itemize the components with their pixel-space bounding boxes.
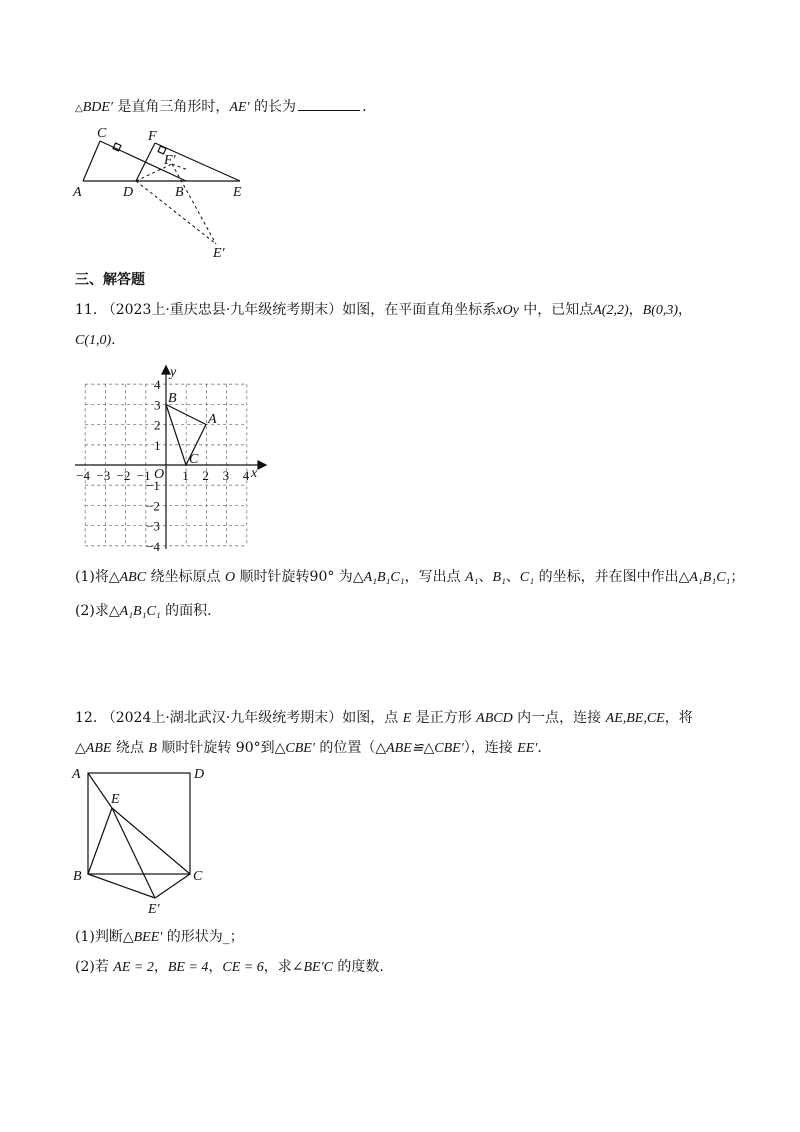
line-BE [88, 808, 112, 874]
point-A: A(2,2) [593, 303, 629, 318]
label-F-prime: F′ [164, 153, 176, 168]
text: 的位置（ [314, 740, 376, 756]
square-ABCD [88, 773, 190, 874]
text: 是直角三角形时， [112, 99, 230, 115]
text: 如图，在平面直角坐标系 [342, 302, 497, 318]
label-A: A [73, 185, 82, 200]
y-tick-label: 3 [154, 397, 161, 413]
label-E-prime: E′ [148, 902, 160, 917]
part-label: (1)判断 [75, 929, 123, 945]
variable: ABCD [476, 711, 513, 726]
x-tick-label: 3 [222, 468, 230, 483]
line-CE2 [155, 874, 190, 898]
variable: O [224, 570, 236, 585]
label-B: B [168, 391, 177, 406]
text: 中，已知点 [518, 302, 594, 318]
variable: B₁ [492, 570, 506, 585]
text: . [362, 99, 367, 115]
label-A: A [72, 767, 81, 782]
text: ， [678, 302, 693, 318]
text: . [111, 332, 116, 348]
text: 的形状为_； [162, 929, 244, 945]
x-tick-label: −1 [136, 468, 151, 483]
text: ，求 [263, 959, 292, 975]
x-tick-label: −4 [76, 468, 91, 483]
condition-be: BE = 4 [167, 960, 209, 975]
triangle-name: △ABC [108, 570, 147, 585]
line-AE [88, 773, 112, 808]
part-label: (1)将 [75, 569, 109, 585]
triangle-name: △BEE′ [122, 930, 163, 945]
text: 、 [505, 569, 520, 585]
label-B: B [175, 185, 184, 200]
label-A: A [208, 412, 217, 427]
y-tick-label: −3 [146, 518, 160, 534]
variable: AE′ [229, 100, 250, 115]
origin-label: O [154, 467, 165, 482]
text: ； [730, 569, 745, 585]
y-tick-label: −2 [146, 498, 160, 514]
text: ， [153, 959, 168, 975]
y-tick-label: −1 [146, 478, 160, 494]
section-heading: 三、解答题 [75, 272, 145, 288]
y-tick-label: 2 [154, 417, 161, 433]
text: ），连接 [463, 740, 518, 756]
variable: C₁ [519, 570, 535, 585]
label-D: D [123, 185, 134, 200]
x-tick-label: 4 [242, 468, 250, 483]
x-tick-label: 1 [182, 468, 189, 483]
text: . [537, 740, 542, 756]
condition-ae: AE = 2 [113, 960, 154, 975]
y-tick-label: 4 [154, 377, 161, 393]
label-C: C [189, 452, 199, 467]
triangle-name: △CBE′ [274, 741, 315, 756]
part-label: (2)求 [75, 603, 109, 619]
label-C: C [193, 869, 203, 884]
triangle-name: △A₁B₁C₁ [352, 570, 405, 585]
x-tick-label: −3 [96, 468, 111, 483]
variable: A₁ [465, 570, 479, 585]
text: ，写出点 [404, 569, 466, 585]
q12-part2 [75, 957, 384, 978]
text: 内一点，连接 [512, 710, 606, 726]
triangle-symbol: △ [75, 103, 83, 114]
text: ， [208, 959, 223, 975]
angle: ∠BE′C [291, 960, 333, 975]
text: 、 [478, 569, 493, 585]
text: ， [628, 302, 643, 318]
y-tick-label: −4 [146, 538, 160, 554]
label-E: E [111, 792, 120, 807]
x-axis-label: x [251, 466, 258, 481]
text: 是正方形 [411, 710, 477, 726]
triangle-name: △A₁B₁C₁ [108, 604, 161, 619]
text: 如图，点 [342, 710, 403, 726]
label-F: F [148, 129, 157, 144]
y-tick-label: 1 [154, 437, 161, 453]
y-axis-label: y [170, 365, 177, 380]
part-label: (2)若 [75, 959, 114, 975]
label-B: B [73, 869, 82, 884]
label-E: E [233, 185, 242, 200]
point-C: C(1,0) [75, 333, 112, 348]
text: 的长为 [249, 99, 297, 115]
text: 绕坐标原点 [146, 569, 225, 585]
variable: xOy [496, 303, 519, 318]
text: 的面积. [160, 603, 212, 619]
text: 顺时针旋转 90°到 [156, 740, 275, 756]
variable: B [148, 741, 157, 756]
label-C: C [97, 126, 107, 141]
line-CE [112, 808, 190, 874]
variable: E [402, 711, 412, 726]
triangle-name: △ABE [75, 741, 112, 756]
x-tick-label: 2 [202, 468, 209, 483]
question-source: （2024上·湖北武汉·九年级统考期末） [101, 710, 343, 726]
triangle-name: △A₁B₁C₁ [678, 570, 731, 585]
variable: EE′ [517, 741, 538, 756]
condition-ce: CE = 6 [222, 960, 264, 975]
text: 绕点 [111, 740, 149, 756]
variable: AE,BE,CE [605, 711, 665, 726]
question-source: （2023上·重庆忠县·九年级统考期末） [101, 302, 343, 318]
text: 的坐标，并在图中作出 [534, 569, 679, 585]
x-tick-label: −2 [116, 468, 131, 483]
text: 顺时针旋转90° 为 [235, 569, 353, 585]
label-E-prime: E′ [213, 246, 225, 261]
congruence: △ABE≌△CBE′ [375, 741, 464, 756]
q12-part1 [75, 927, 244, 948]
label-D: D [194, 767, 205, 782]
question-number: 12. [75, 710, 98, 726]
point-B: B(0,3) [642, 303, 679, 318]
text: 的度数. [332, 959, 384, 975]
triangle-name: BDE′ [82, 100, 113, 115]
text: ，将 [664, 710, 693, 726]
question-number: 11. [75, 302, 98, 318]
